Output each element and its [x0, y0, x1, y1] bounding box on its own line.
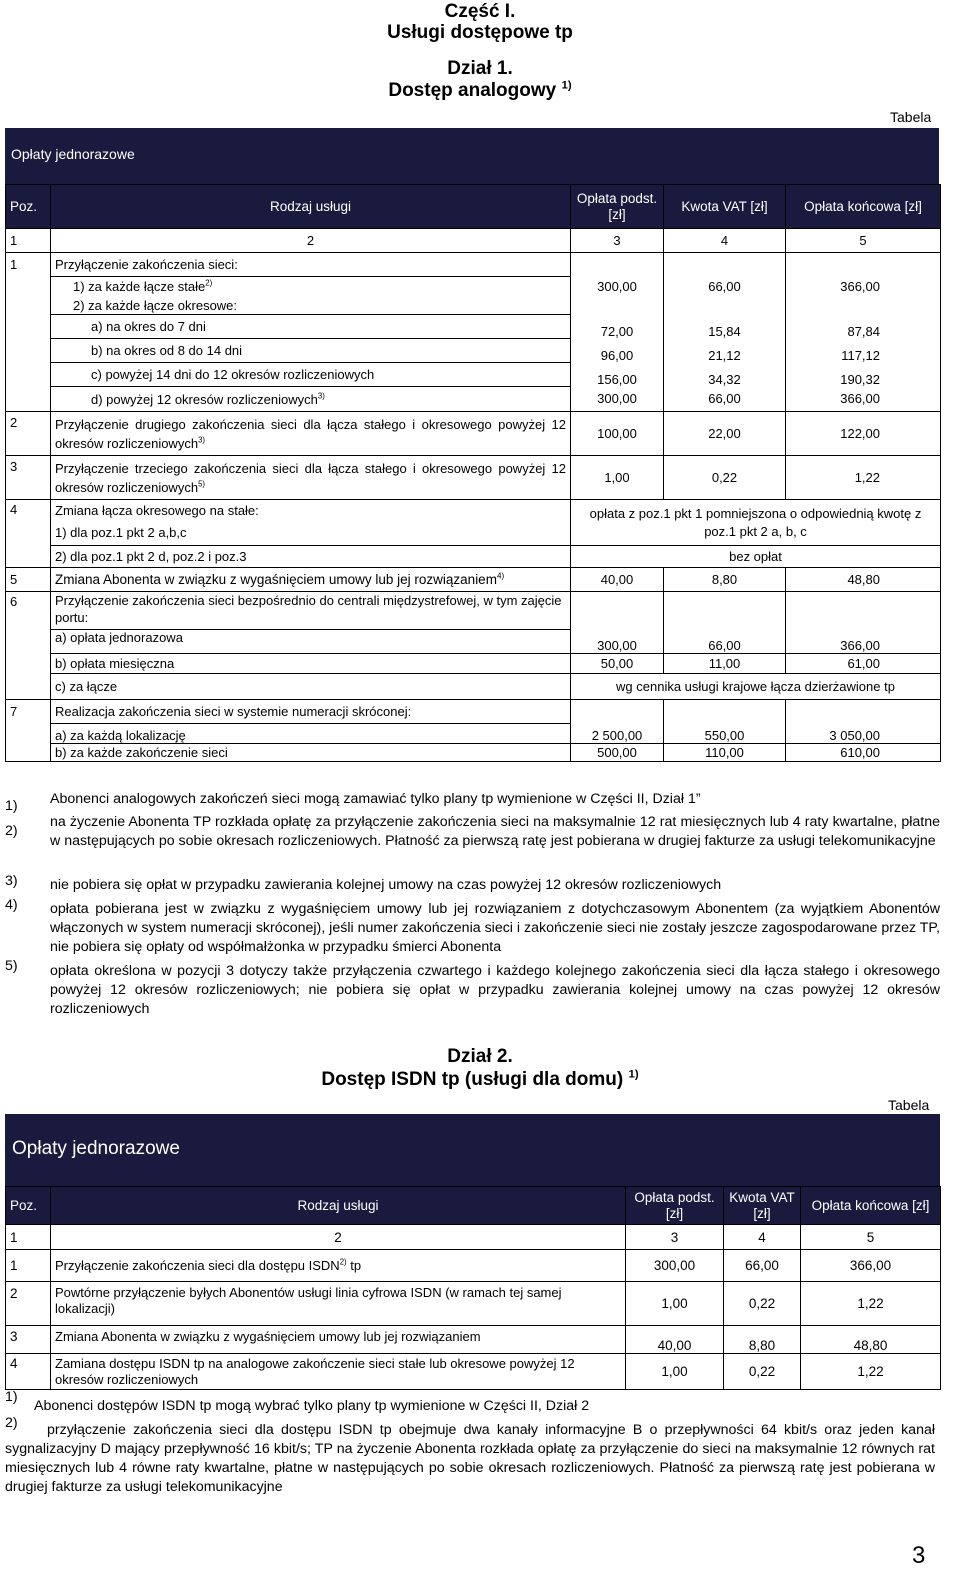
col-poz: Poz.	[6, 185, 51, 229]
poz-cell: 3	[6, 456, 51, 500]
table1-header-row	[6, 185, 941, 229]
col-rodzaj: Rodzaj usługi	[51, 185, 571, 229]
table2-title-bar	[5, 1114, 940, 1186]
table-row	[6, 1354, 941, 1390]
service-cell: Przyłączenie trzeciego zakończenia sieci dla łącza stałego i okresowego powyżej 12 okresów rozliczeniowych$^{5)}$	[51, 456, 571, 500]
value-cell: 0,22	[724, 1354, 801, 1390]
value-cell: 61,00	[786, 654, 941, 674]
value-cell: 366,00	[786, 277, 941, 297]
section2-title: Dostęp ISDN tp (usługi dla domu) $^{1)}$	[321, 1068, 639, 1090]
num-cell: 4	[724, 1225, 801, 1250]
value-cell: 1,00	[626, 1282, 724, 1326]
page-number: 3	[912, 1542, 926, 1569]
section2-heading: Dział 2.	[447, 1046, 513, 1067]
footnote-number: 1)	[5, 1389, 18, 1405]
poz-cell: 2	[6, 1282, 51, 1326]
col-rodzaj: Rodzaj usługi	[51, 1187, 626, 1225]
table2-header-row	[6, 1187, 941, 1225]
value-cell: wg cennika usługi krajowe łącza dzierżawione tp	[571, 674, 941, 700]
part-heading: Część I.	[444, 1, 516, 22]
service-cell: d) powyżej 12 okresów rozliczeniowych$^{3)}$	[51, 387, 571, 412]
table1-title-bar	[5, 128, 939, 184]
num-cell: 3	[571, 229, 664, 253]
poz-cell: 5	[6, 568, 51, 592]
poz-cell: 1	[6, 1250, 51, 1282]
table1-title: Opłaty jednorazowe	[11, 146, 135, 162]
service-cell: Powtórne przyłączenie byłych Abonentów usługi linia cyfrowa ISDN (w ramach tej samej lokalizacji)	[51, 1282, 626, 1326]
num-cell: 5	[786, 229, 941, 253]
table-row	[6, 1282, 941, 1326]
value-cell: 1,22	[801, 1282, 941, 1326]
col-oplata: Opłata podst.[zł]	[626, 1187, 724, 1225]
value-cell: 1,22	[786, 456, 941, 500]
value-cell: 2 500,00	[571, 724, 664, 744]
value-cell: 66,00	[724, 1250, 801, 1282]
footnote-1: Abonenci analogowych zakończeń sieci mogą zamawiać tylko plany tp wymienione w Części II, Dział 1”	[50, 791, 701, 807]
service-cell: Zamiana dostępu ISDN tp na analogowe zakończenie sieci stałe lub okresowe powyżej 12 okresów rozliczeniowych	[51, 1354, 626, 1390]
poz-cell: 7	[6, 700, 51, 724]
table-row	[6, 700, 941, 724]
col-oplata: Opłata podst. [zł]	[571, 185, 664, 229]
footnote-number: 2)	[5, 823, 18, 839]
value-cell: 96,00	[571, 339, 664, 363]
value-cell: 300,00	[571, 630, 664, 654]
num-cell: 4	[664, 229, 786, 253]
value-cell: 21,12	[664, 339, 786, 363]
footnote-2: na życzenie Abonenta TP rozkłada opłatę za przyłączenie zakończenia sieci na maksymalnie 12 rat miesięcznych lub 4 raty kwartalne, płatne w następujących po sobie okresach rozliczeniowych. Płatność za pierwszą ratę jest pobierana w drugiej fakturze za usługi telekomunikacyjne	[50, 814, 940, 849]
value-cell: 40,00	[571, 568, 664, 592]
poz-cell: 4	[6, 500, 51, 546]
poz-cell: 4	[6, 1354, 51, 1390]
service-cell: Przyłączenie zakończenia sieci bezpośrednio do centrali międzystrefowej, w tym zajęcie portu:	[51, 592, 571, 630]
footnote-number: 3)	[5, 873, 18, 889]
value-cell: 300,00	[626, 1250, 724, 1282]
poz-cell: 6	[6, 592, 51, 630]
value-cell: 156,00	[571, 363, 664, 387]
service-cell: 1) za każde łącze stałe$^{2)}$	[51, 277, 571, 297]
footnote-4: opłata pobierana jest w związku z wygaśnięciem umowy lub jej rozwiązaniem z dotychczasowym Abonentem (za wyjątkiem Abonentów włączonych w system numeracji skróconej), jeśli numer zakończenia sieci i zakończenie sieci nie zostały jeszcze zagospodarowane przez TP, nie pobiera się opłaty od współmałżonka w przypadku śmierci Abonenta	[50, 901, 940, 955]
value-cell: 22,00	[664, 412, 786, 456]
table-row	[6, 630, 941, 654]
service-cell: a) na okres do 7 dni	[51, 315, 571, 339]
footnote-isdn-1: Abonenci dostępów ISDN tp mogą wybrać tylko plany tp wymienione w Części II, Dział 2	[34, 1398, 590, 1414]
table-row	[6, 277, 941, 297]
value-cell: 48,80	[786, 568, 941, 592]
num-cell: 2	[51, 229, 571, 253]
service-cell: c) powyżej 14 dni do 12 okresów rozliczeniowych	[51, 363, 571, 387]
poz-cell: 2	[6, 412, 51, 456]
service-cell: Zmiana Abonenta w związku z wygaśnięciem umowy lub jej rozwiązaniem	[51, 1326, 626, 1354]
value-cell: 300,00	[571, 387, 664, 412]
footnote-number: 4)	[5, 897, 18, 913]
table-row	[6, 387, 941, 412]
table-row	[6, 1250, 941, 1282]
table-row	[6, 592, 941, 630]
footnote-isdn-2: przyłączenie zakończenia sieci dla dostępu ISDN tp obejmuje dwa kanały informacyjne B o przepływności 64 kbit/s oraz jeden kanał sygnalizacyjny D mający przepływność 16 kbit/s; TP na życzenie Abonenta rozkłada opłatę za przyłączenie do sieci na maksymalnie 12 równych rat miesięcznych lub 4 równe raty kwartalne, płatne w następujących po sobie okresach rozliczeniowych. Płatność za pierwszą ratę jest pobierana w drugiej fakturze za usługi telekomunikacyjne	[5, 1422, 935, 1495]
num-cell: 5	[801, 1225, 941, 1250]
value-cell: 122,00	[786, 412, 941, 456]
value-cell: 500,00	[571, 744, 664, 762]
value-cell: 11,00	[664, 654, 786, 674]
value-cell: 66,00	[664, 387, 786, 412]
service-cell: c) za łącze	[51, 674, 571, 700]
value-cell: 190,32	[786, 363, 941, 387]
table-row	[6, 315, 941, 339]
value-cell: bez opłat	[571, 546, 941, 568]
value-cell: 34,32	[664, 363, 786, 387]
value-cell: 0,22	[724, 1282, 801, 1326]
value-cell: 610,00	[786, 744, 941, 762]
service-cell: 2) za każde łącze okresowe:	[51, 297, 571, 315]
footnote-number: 2)	[5, 1415, 18, 1431]
table-row	[6, 297, 941, 315]
service-cell: Przyłączenie zakończenia sieci:	[51, 253, 571, 277]
value-cell: 66,00	[664, 277, 786, 297]
table-row	[6, 724, 941, 744]
table-row	[6, 412, 941, 456]
value-cell: 366,00	[786, 630, 941, 654]
table-row	[6, 674, 941, 700]
value-cell: 66,00	[664, 630, 786, 654]
footnote-5: opłata określona w pozycji 3 dotyczy także przyłączenia czwartego i każdego kolejnego zakończenia sieci dla łącza stałego i okresowego powyżej 12 okresów rozliczeniowych; nie pobiera się opłat w przypadku zawierania kolejnej umowy na czas powyżej 12 okresów rozliczeniowych	[50, 963, 940, 1017]
service-cell: a) za każdą lokalizację	[51, 724, 571, 744]
service-cell: Przyłączenie zakończenia sieci dla dostępu ISDN$^{2)}$ tp	[51, 1250, 626, 1282]
value-cell: 15,84	[664, 315, 786, 339]
table-row	[6, 744, 941, 762]
poz-cell: 1	[6, 253, 51, 277]
col-poz: Poz.	[6, 1187, 51, 1225]
value-cell: 100,00	[571, 412, 664, 456]
table-row	[6, 500, 941, 546]
value-cell: 8,80	[664, 568, 786, 592]
col-vat: Kwota VAT [zł]	[664, 185, 786, 229]
service-cell: Przyłączenie drugiego zakończenia sieci dla łącza stałego i okresowego powyżej 12 okresów rozliczeniowych$^{3)}$	[51, 412, 571, 456]
poz-cell: 3	[6, 1326, 51, 1354]
tabela-label: Tabela	[890, 109, 932, 125]
value-cell: 366,00	[801, 1250, 941, 1282]
numbering-row	[6, 1225, 941, 1250]
value-cell: 40,00	[626, 1326, 724, 1354]
service-cell: Zmiana Abonenta w związku z wygaśnięciem umowy lub jej rozwiązaniem$^{4)}$	[51, 568, 571, 592]
num-cell: 1	[6, 229, 51, 253]
value-cell: 110,00	[664, 744, 786, 762]
service-cell: b) opłata miesięczna	[51, 654, 571, 674]
value-cell: 3 050,00	[786, 724, 941, 744]
service-cell: 2) dla poz.1 pkt 2 d, poz.2 i poz.3	[51, 546, 571, 568]
section1-title: Dostęp analogowy $^{1)}$	[388, 79, 572, 101]
table-row	[6, 654, 941, 674]
table-row	[6, 363, 941, 387]
value-cell: 117,12	[786, 339, 941, 363]
value-cell: 1,00	[626, 1354, 724, 1390]
numbering-row	[6, 229, 941, 253]
table2-title: Opłaty jednorazowe	[12, 1138, 180, 1159]
footnote-3: nie pobiera się opłat w przypadku zawierania kolejnej umowy na czas powyżej 12 okresów rozliczeniowych	[50, 877, 722, 893]
value-cell: 87,84	[786, 315, 941, 339]
footnote-number: 1)	[5, 798, 18, 814]
footnote-number: 5)	[5, 958, 18, 974]
table-row	[6, 546, 941, 568]
num-cell: 1	[6, 1225, 51, 1250]
section1-heading: Dział 1.	[447, 58, 513, 79]
value-cell: 1,00	[571, 456, 664, 500]
value-cell: 550,00	[664, 724, 786, 744]
col-vat: Kwota VAT [zł]	[724, 1187, 801, 1225]
part-title: Usługi dostępowe tp	[387, 22, 573, 43]
table-row	[6, 339, 941, 363]
value-cell: opłata z poz.1 pkt 1 pomniejszona o odpowiednią kwotę z poz.1 pkt 2 a, b, c	[571, 500, 941, 546]
value-cell: 72,00	[571, 315, 664, 339]
service-cell: a) opłata jednorazowa	[51, 630, 571, 654]
value-cell: 0,22	[664, 456, 786, 500]
num-cell: 3	[626, 1225, 724, 1250]
value-cell: 48,80	[801, 1326, 941, 1354]
service-cell: Realizacja zakończenia sieci w systemie numeracji skróconej:	[51, 700, 571, 724]
table-row	[6, 568, 941, 592]
service-cell: Zmiana łącza okresowego na stałe: 1) dla poz.1 pkt 2 a,b,c	[51, 500, 571, 546]
col-koncowa: Opłata końcowa [zł]	[801, 1187, 941, 1225]
tabela-label: Tabela	[888, 1097, 930, 1113]
value-cell: 1,22	[801, 1354, 941, 1390]
value-cell: 8,80	[724, 1326, 801, 1354]
value-cell: 366,00	[786, 387, 941, 412]
service-cell: b) na okres od 8 do 14 dni	[51, 339, 571, 363]
table-row	[6, 253, 941, 277]
table2	[5, 1186, 941, 1390]
value-cell: 50,00	[571, 654, 664, 674]
table1	[5, 184, 941, 762]
col-koncowa: Opłata końcowa [zł]	[786, 185, 941, 229]
num-cell: 2	[51, 1225, 626, 1250]
value-cell: 300,00	[571, 277, 664, 297]
service-cell: b) za każde zakończenie sieci	[51, 744, 571, 762]
table-row	[6, 456, 941, 500]
table-row	[6, 1326, 941, 1354]
